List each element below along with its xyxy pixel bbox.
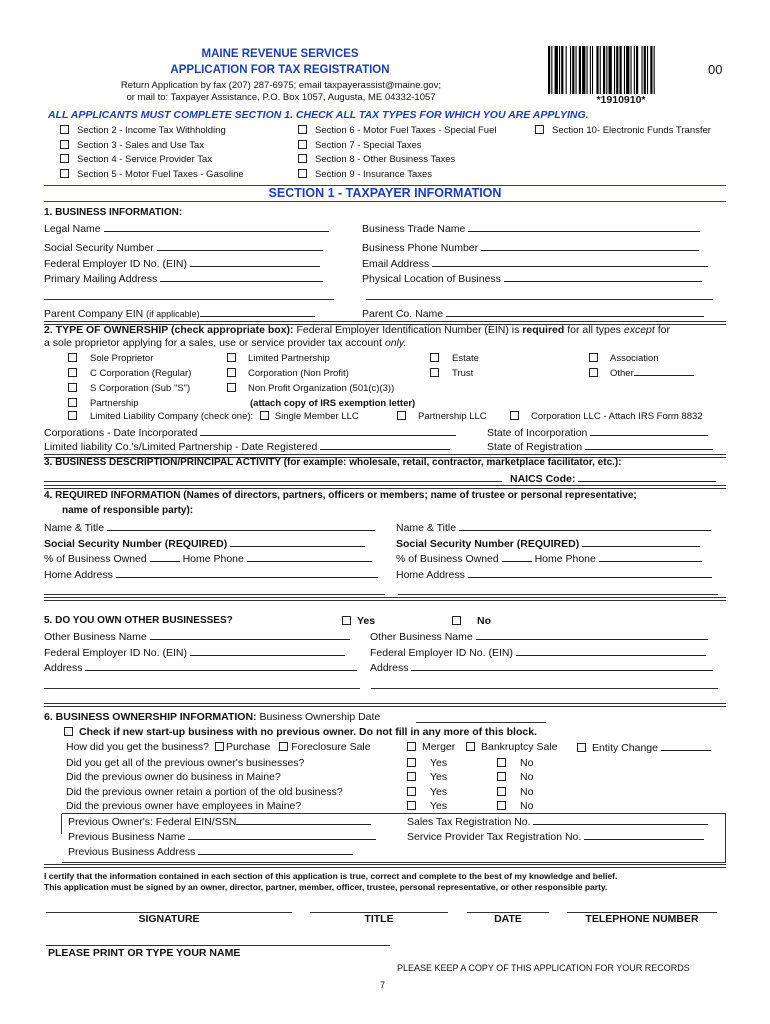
date-registered-field[interactable]: Limited liability Co.'s/Limited Partnership - Date Registered bbox=[44, 440, 450, 453]
other-business1-address-line2[interactable] bbox=[44, 688, 360, 689]
checkbox-llc-partnership[interactable]: Partnership LLC bbox=[397, 411, 487, 422]
barcode-bar bbox=[561, 46, 563, 94]
checkbox-section-6[interactable]: Section 6 - Motor Fuel Taxes - Special Fuel bbox=[298, 124, 496, 139]
barcode-bar bbox=[603, 46, 605, 94]
tax-sections-col2 bbox=[298, 124, 496, 182]
owner1-ssn[interactable]: Social Security Number (REQUIRED) bbox=[44, 537, 365, 550]
barcode-text: *1910910* bbox=[596, 94, 646, 106]
checkbox-s-corporation[interactable]: S Corporation (Sub "S") bbox=[68, 381, 191, 396]
owner1-pct-phone[interactable]: % of Business Owned Home Phone bbox=[44, 552, 372, 565]
checkbox-estate[interactable]: Estate bbox=[430, 351, 479, 366]
checkbox-section-4[interactable]: Section 4 - Service Provider Tax bbox=[60, 153, 244, 168]
barcode-bar bbox=[579, 46, 581, 94]
date-label: DATE bbox=[494, 913, 522, 925]
ownership-heading: 2. TYPE OF OWNERSHIP (check appropriate box): Federal Employer Identification Number (EIN) is required for all types except for bbox=[44, 324, 670, 336]
printed-name-line[interactable] bbox=[46, 945, 390, 946]
barcode bbox=[548, 46, 694, 94]
ownership-col4 bbox=[589, 351, 694, 381]
ssn-field[interactable]: Social Security Number bbox=[44, 241, 323, 254]
checkbox-corporation-nonprofit[interactable]: Corporation (Non Profit) bbox=[227, 366, 415, 381]
checkbox-section-2[interactable]: Section 2 - Income Tax Withholding bbox=[60, 124, 244, 139]
checkbox-other-business-yes[interactable]: Yes bbox=[342, 615, 375, 627]
checkbox-new-startup[interactable]: Check if new start-up business with no previous owner. Do not fill in any more of this block. bbox=[64, 726, 537, 738]
barcode-bar bbox=[587, 46, 588, 94]
question-business-in-maine: Did the previous owner do business in Maine? bbox=[66, 771, 281, 784]
previous-owner-questions bbox=[66, 756, 343, 813]
irs-exemption-note: (attach copy of IRS exemption letter) bbox=[250, 398, 416, 409]
llc-row: Limited Liability Company (check one): Single Member LLC bbox=[68, 411, 359, 422]
checkbox-entity-change[interactable]: Entity Change bbox=[577, 741, 711, 754]
checkbox-nonprofit-501c3[interactable]: Non Profit Organization (501(c)(3)) bbox=[227, 381, 415, 396]
business-phone-field[interactable]: Business Phone Number bbox=[362, 241, 699, 254]
how-acquired-row: How did you get the business? Purchase Foreclosure Sale bbox=[66, 741, 371, 753]
telephone-label: TELEPHONE NUMBER bbox=[585, 913, 699, 925]
checkbox-c-corporation[interactable]: C Corporation (Regular) bbox=[68, 366, 191, 381]
checkbox-section-8[interactable]: Section 8 - Other Business Taxes bbox=[298, 153, 496, 168]
checkbox-q3-no[interactable]: No bbox=[497, 785, 533, 799]
service-tax-reg-field[interactable]: Service Provider Tax Registration No. bbox=[407, 830, 704, 843]
required-info-heading2: name of responsible party): bbox=[62, 505, 194, 516]
other-business1-name[interactable]: Other Business Name bbox=[44, 630, 350, 643]
barcode-bar bbox=[647, 46, 648, 94]
checkbox-section-7[interactable]: Section 7 - Special Taxes bbox=[298, 139, 496, 154]
print-name-label: PLEASE PRINT OR TYPE YOUR NAME bbox=[48, 947, 241, 959]
barcode-bar bbox=[650, 46, 652, 94]
checkbox-other[interactable]: Other bbox=[589, 366, 694, 381]
checkbox-q4-no[interactable]: No bbox=[497, 799, 533, 813]
other-business2-address[interactable]: Address bbox=[370, 661, 713, 674]
certification-line1: I certify that the information contained in each section of this application is true, correct and complete to the best of my knowledge and belief. bbox=[44, 871, 618, 881]
checkbox-limited-partnership[interactable]: Limited Partnership bbox=[227, 351, 415, 366]
state-registration-field[interactable]: State of Registration bbox=[487, 440, 713, 453]
barcode-bar bbox=[624, 46, 625, 94]
checkbox-other-business-no[interactable]: No bbox=[452, 615, 491, 627]
applicants-notice: ALL APPLICANTS MUST COMPLETE SECTION 1. CHECK ALL TAX TYPES FOR WHICH YOU ARE APPLYING. bbox=[48, 109, 589, 121]
barcode-bar bbox=[644, 46, 646, 94]
business-description-heading: 3. BUSINESS DESCRIPTION/PRINCIPAL ACTIVITY (for example: wholesale, retail, contractor, marketplace facilitator, etc.): bbox=[44, 457, 622, 468]
divider bbox=[44, 864, 726, 868]
checkbox-section-3[interactable]: Section 3 - Sales and Use Tax bbox=[60, 139, 244, 154]
checkbox-foreclosure[interactable] bbox=[279, 742, 288, 751]
owner1-name-title[interactable]: Name & Title bbox=[44, 521, 375, 534]
barcode-bar bbox=[570, 46, 571, 94]
business-info-heading: 1. BUSINESS INFORMATION: bbox=[44, 207, 183, 218]
barcode-bar bbox=[620, 46, 622, 94]
barcode-bar bbox=[642, 46, 643, 94]
tax-sections-col3 bbox=[535, 124, 711, 139]
required-info-heading: 4. REQUIRED INFORMATION (Names of directors, partners, officers or members; name of trustee or personal representative; bbox=[44, 490, 637, 501]
barcode-bar bbox=[631, 46, 632, 94]
barcode-bar bbox=[614, 46, 615, 94]
trade-name-field[interactable]: Business Trade Name bbox=[362, 222, 700, 235]
barcode-bar bbox=[548, 46, 550, 94]
date-incorporated-field[interactable]: Corporations - Date Incorporated bbox=[44, 426, 456, 439]
agency-name: MAINE REVENUE SERVICES bbox=[201, 48, 359, 60]
checkbox-llc-single[interactable] bbox=[260, 411, 269, 420]
ein-field[interactable]: Federal Employer ID No. (EIN) bbox=[44, 257, 320, 270]
divider bbox=[44, 703, 726, 707]
checkbox-trust[interactable]: Trust bbox=[430, 366, 479, 381]
previous-business-address[interactable]: Previous Business Address bbox=[68, 845, 353, 858]
checkbox-llc-corporation[interactable]: Corporation LLC - Attach IRS Form 8832 bbox=[510, 411, 703, 422]
other-business2-name[interactable]: Other Business Name bbox=[370, 630, 708, 643]
owner2-pct-phone[interactable]: % of Business Owned Home Phone bbox=[396, 552, 702, 565]
checkbox-association[interactable]: Association bbox=[589, 351, 694, 366]
ownership-note: a sole proprietor applying for a sales, use or service provider tax account only. bbox=[44, 337, 407, 349]
return-instructions-line1: Return Application by fax (207) 287-6975; email taxpayerassist@maine.gov; bbox=[120, 80, 442, 91]
other-business1-address[interactable]: Address bbox=[44, 661, 357, 674]
mailing-address-line2[interactable] bbox=[44, 299, 334, 300]
checkbox-q4-yes[interactable]: Yes bbox=[407, 799, 447, 813]
owner2-address-line2[interactable] bbox=[398, 594, 718, 595]
other-business2-ein[interactable]: Federal Employer ID No. (EIN) bbox=[370, 646, 706, 659]
barcode-bar bbox=[559, 46, 560, 94]
barcode-bar bbox=[600, 46, 601, 94]
sales-tax-reg-field[interactable]: Sales Tax Registration No. bbox=[407, 815, 708, 828]
other-business2-address-line2[interactable] bbox=[371, 688, 718, 689]
divider bbox=[44, 201, 726, 202]
barcode-bar bbox=[551, 46, 552, 94]
return-instructions-line2: or mail to: Taxpayer Assistance, P.O. Box 1057, Augusta, ME 04332-1057 bbox=[126, 92, 436, 103]
checkbox-q1-no[interactable]: No bbox=[497, 756, 533, 770]
barcode-bar bbox=[596, 46, 598, 94]
question-retain-portion: Did the previous owner retain a portion of the old business? bbox=[66, 785, 343, 798]
owner1-home-address[interactable]: Home Address bbox=[44, 568, 378, 581]
barcode-bar bbox=[606, 46, 607, 94]
checkbox-sole-proprietor[interactable]: Sole Proprietor bbox=[68, 351, 191, 366]
barcode-bar bbox=[590, 46, 591, 94]
naics-field[interactable]: NAICS Code: bbox=[510, 472, 716, 485]
checkbox-merger[interactable]: Merger bbox=[407, 741, 455, 753]
barcode-bar bbox=[572, 46, 574, 94]
checkbox-purchase[interactable] bbox=[215, 742, 224, 751]
ownership-col1 bbox=[68, 351, 191, 411]
ownership-date-field[interactable] bbox=[416, 722, 546, 723]
email-field[interactable]: Email Address bbox=[362, 257, 708, 270]
checkbox-bankruptcy[interactable]: Bankruptcy Sale bbox=[466, 741, 557, 753]
previous-business-name[interactable]: Previous Business Name bbox=[68, 830, 376, 843]
ownership-info-heading: 6. BUSINESS OWNERSHIP INFORMATION: Business Ownership Date bbox=[44, 711, 381, 723]
section1-title: SECTION 1 - TAXPAYER INFORMATION bbox=[268, 186, 502, 200]
keep-copy-note: PLEASE KEEP A COPY OF THIS APPLICATION FOR YOUR RECORDS bbox=[397, 963, 690, 973]
owner1-address-line2[interactable] bbox=[44, 594, 385, 595]
other-business-heading: 5. DO YOU OWN OTHER BUSINESSES? bbox=[44, 615, 233, 626]
state-incorporation-field[interactable]: State of Incorporation bbox=[487, 426, 708, 439]
barcode-bar bbox=[654, 46, 655, 94]
checkbox-section-10[interactable]: Section 10- Electronic Funds Transfer bbox=[535, 124, 711, 139]
checkbox-partnership[interactable]: Partnership bbox=[68, 396, 191, 411]
form-code: 00 bbox=[708, 62, 723, 77]
barcode-bar bbox=[555, 46, 558, 94]
barcode-bar bbox=[616, 46, 618, 94]
form-title: APPLICATION FOR TAX REGISTRATION bbox=[170, 64, 390, 76]
ownership-col3 bbox=[430, 351, 479, 381]
previous-owner-ein[interactable]: Previous Owner's: Federal EIN/SSN bbox=[68, 815, 371, 828]
checkbox-section-9[interactable]: Section 9 - Insurance Taxes bbox=[298, 168, 496, 183]
ownership-col2 bbox=[227, 351, 415, 411]
signature-label: SIGNATURE bbox=[138, 913, 200, 925]
question-all-businesses: Did you get all of the previous owner's businesses? bbox=[66, 757, 305, 769]
parent-ein-field[interactable]: Parent Company EIN (if applicable) bbox=[44, 307, 315, 320]
certification-line2: This application must be signed by an owner, director, partner, member, officer, trustee, personal representative, or other responsible party. bbox=[44, 882, 608, 892]
checkbox-section-5[interactable]: Section 5 - Motor Fuel Taxes - Gasoline bbox=[60, 168, 244, 183]
legal-name-field[interactable]: Legal Name bbox=[44, 222, 329, 235]
owner2-ssn[interactable]: Social Security Number (REQUIRED) bbox=[396, 537, 700, 550]
checkbox-q2-no[interactable]: No bbox=[497, 770, 533, 784]
physical-location-field[interactable]: Physical Location of Business bbox=[362, 272, 702, 285]
physical-location-line2[interactable] bbox=[366, 299, 713, 300]
question-employees-maine: Did the previous owner have employees in Maine? bbox=[66, 799, 302, 812]
owner2-home-address[interactable]: Home Address bbox=[396, 568, 712, 581]
divider bbox=[44, 485, 726, 489]
page-number: 7 bbox=[380, 980, 386, 990]
barcode-bar bbox=[582, 46, 585, 94]
barcode-bar bbox=[566, 46, 567, 94]
checkbox-q3-yes[interactable]: Yes bbox=[407, 785, 447, 799]
checkbox-q1-yes[interactable]: Yes bbox=[407, 756, 447, 770]
mailing-address-field[interactable]: Primary Mailing Address bbox=[44, 272, 323, 285]
barcode-bar bbox=[636, 46, 638, 94]
questions-yes-col bbox=[407, 756, 447, 813]
divider bbox=[44, 597, 726, 601]
barcode-bar bbox=[609, 46, 612, 94]
checkbox-q2-yes[interactable]: Yes bbox=[407, 770, 447, 784]
owner2-name-title[interactable]: Name & Title bbox=[396, 521, 711, 534]
business-description-line[interactable] bbox=[44, 481, 502, 482]
barcode-bar bbox=[626, 46, 629, 94]
title-label: TITLE bbox=[364, 913, 394, 925]
barcode-bar bbox=[576, 46, 577, 94]
tax-sections-col1 bbox=[60, 124, 244, 182]
barcode-bar bbox=[634, 46, 635, 94]
other-business1-ein[interactable]: Federal Employer ID No. (EIN) bbox=[44, 646, 345, 659]
barcode-bar bbox=[592, 46, 593, 94]
questions-no-col bbox=[497, 756, 533, 813]
parent-name-field[interactable]: Parent Co. Name bbox=[362, 307, 704, 320]
